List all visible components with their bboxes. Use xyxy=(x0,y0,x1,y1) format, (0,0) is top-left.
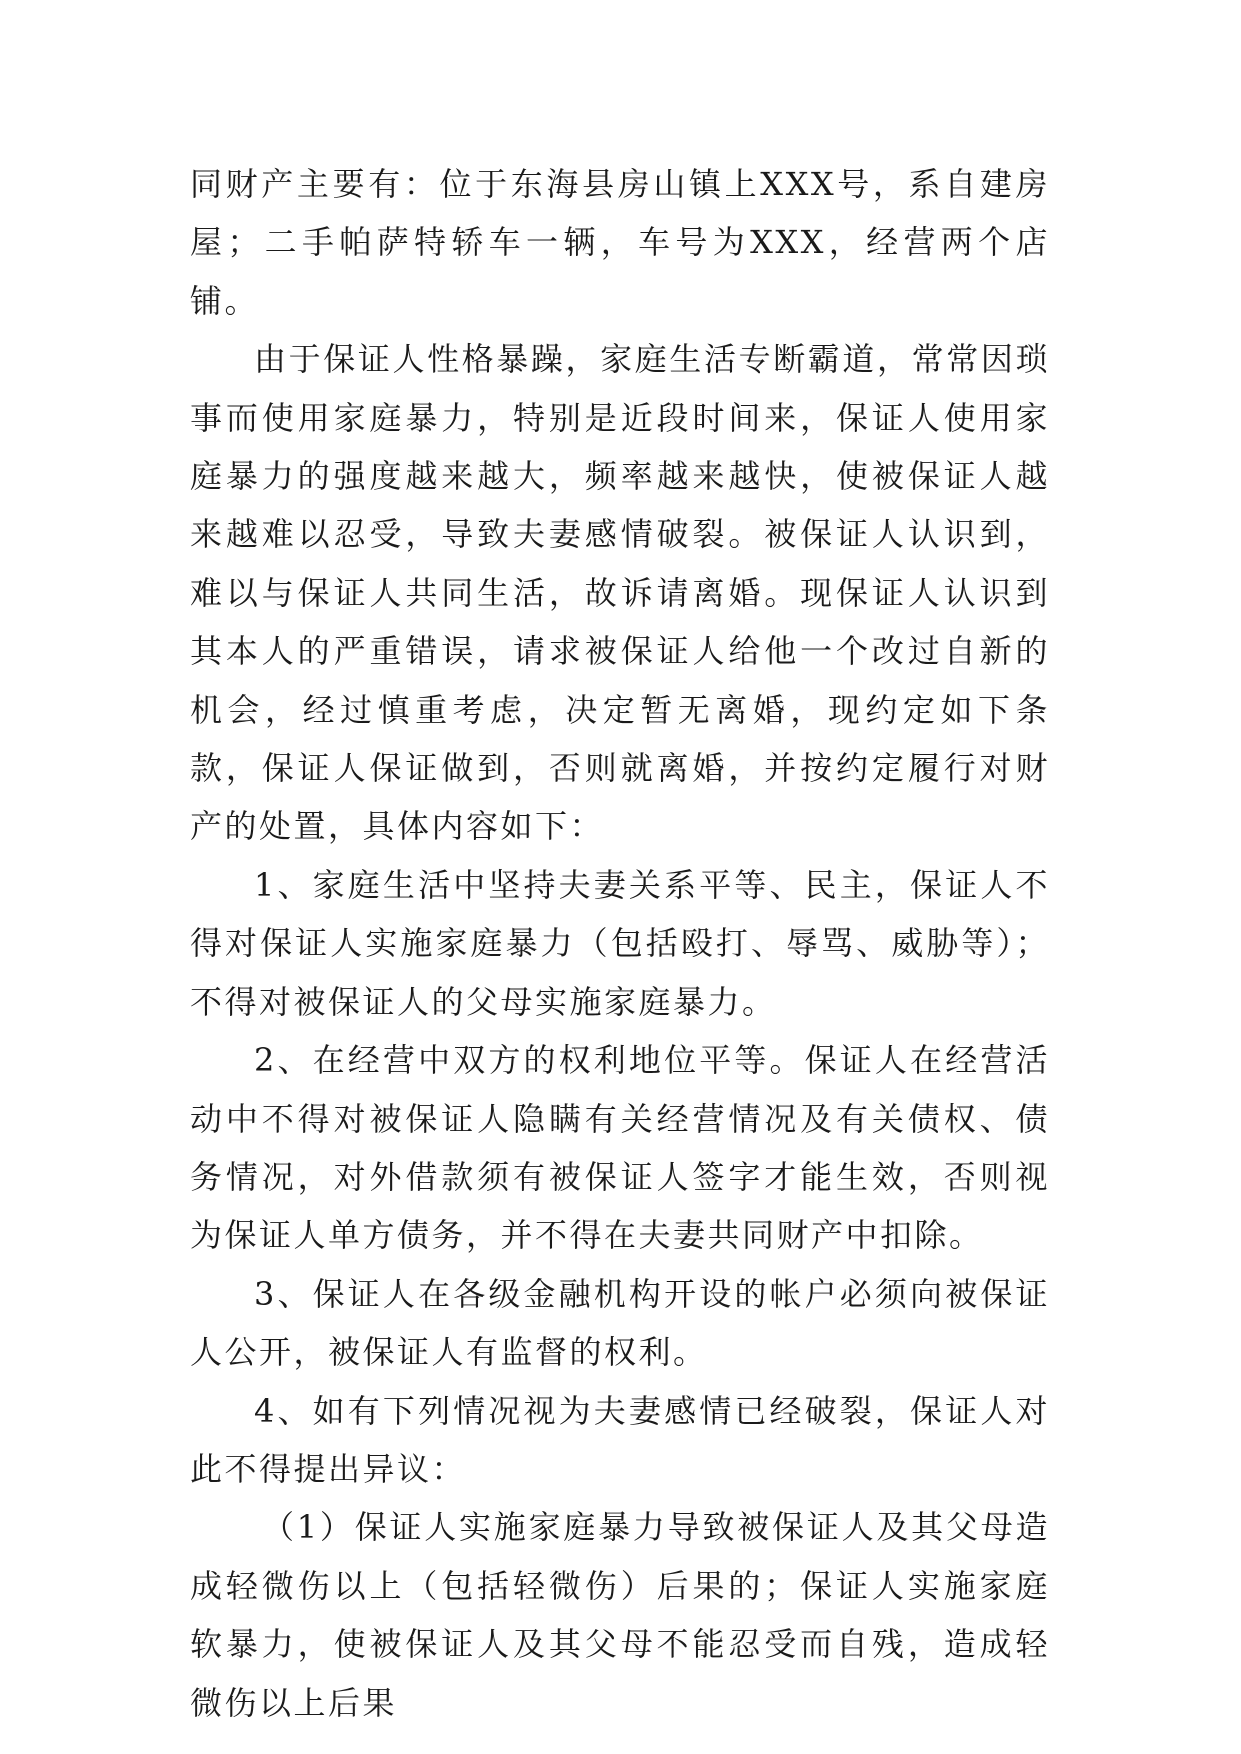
paragraph-background: 由于保证人性格暴躁，家庭生活专断霸道，常常因琐事而使用家庭暴力，特别是近段时间来，保证人使用家庭暴力的强度越来越大，频率越来越快，使被保证人越来越难以忍受，导致夫妻感情破裂。被保证人认识到，难以与保证人共同生活，故诉请离婚。现保证人认识到其本人的严重错误，请求被保证人给他一个改过自新的机会，经过慎重考虑，决定暂无离婚，现约定如下条款，保证人保证做到，否则就离婚，并按约定履行对财产的处置，具体内容如下： xyxy=(190,340,1050,846)
paragraph-clause-4: 4、如有下列情况视为夫妻感情已经破裂，保证人对此不得提出异议： xyxy=(190,1391,1050,1488)
paragraph-clause-2: 2、在经营中双方的权利地位平等。保证人在经营活动中不得对被保证人隐瞒有关经营情况及有关债权、债务情况，对外借款须有被保证人签字才能生效，否则视为保证人单方债务，并不得在夫妻共同财产中扣除。 xyxy=(190,1041,1050,1255)
paragraph-clause-3: 3、保证人在各级金融机构开设的帐户必须向被保证人公开，被保证人有监督的权利。 xyxy=(190,1274,1050,1372)
paragraph-property-list: 同财产主要有：位于东海县房山镇上XXX号，系自建房屋；二手帕萨特轿车一辆，车号为XXX，经营两个店铺。 xyxy=(190,165,1050,320)
paragraph-clause-1: 1、家庭生活中坚持夫妻关系平等、民主，保证人不得对保证人实施家庭暴力（包括殴打、辱骂、威胁等）；不得对被保证人的父母实施家庭暴力。 xyxy=(190,865,1050,1021)
document-body xyxy=(190,155,1050,1732)
paragraph-clause-4-item-1: （1）保证人实施家庭暴力导致被保证人及其父母造成轻微伤以上（包括轻微伤）后果的；保证人实施家庭软暴力，使被保证人及其父母不能忍受而自残，造成轻微伤以上后果 xyxy=(190,1508,1050,1722)
